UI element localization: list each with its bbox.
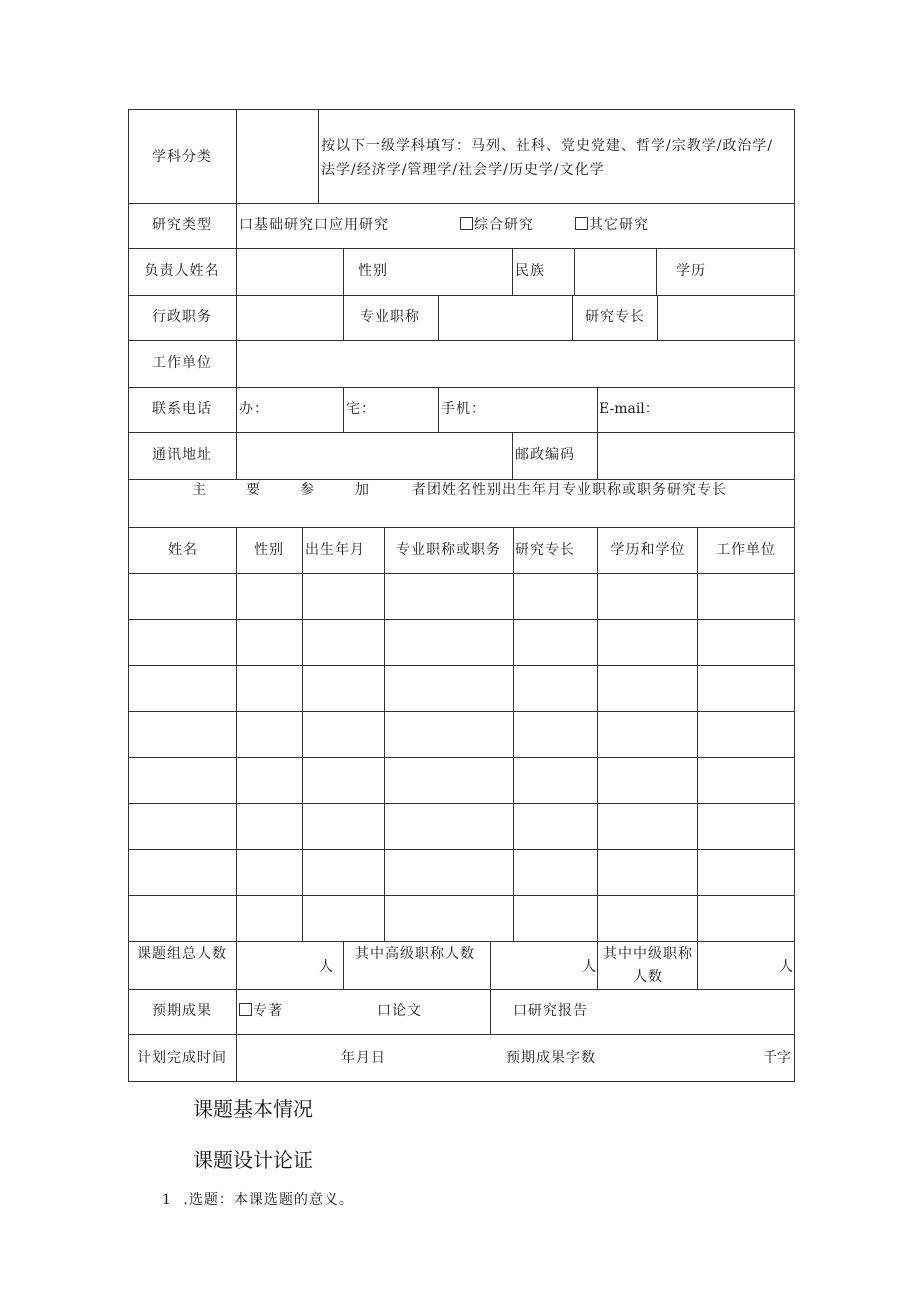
mid-title-count-label-line1: 其中中级职称	[603, 946, 693, 962]
member-header-title: 专业职称或职务	[396, 542, 501, 558]
col-divider	[384, 527, 385, 941]
subject-label: 学科分类	[152, 149, 212, 165]
option-research-report[interactable]: 口研究报告	[513, 1003, 588, 1019]
senior-title-count-label: 其中高级职称人数	[355, 946, 475, 962]
col-divider	[657, 295, 658, 340]
section-item-topic	[162, 1190, 354, 1210]
col-divider	[597, 527, 598, 941]
participants-caption-char: 参	[300, 482, 315, 498]
row-divider	[129, 711, 794, 712]
participants-caption-char: 要	[246, 482, 261, 498]
member-header-degree: 学历和学位	[610, 542, 686, 558]
row-divider	[129, 340, 794, 341]
planned-completion-label: 计划完成时间	[137, 1050, 227, 1066]
item-text: .选题：本课选题的意义。	[183, 1192, 354, 1208]
outcome-label: 预期成果	[152, 1003, 212, 1019]
specialty-label: 研究专长	[585, 309, 645, 325]
col-divider	[438, 387, 439, 432]
admin-position-label: 行政职务	[152, 309, 212, 325]
section-heading-design: 课题设计论证	[193, 1148, 313, 1172]
col-divider	[343, 387, 344, 432]
option-paper[interactable]: 口论文	[377, 1003, 422, 1019]
row-divider	[129, 803, 794, 804]
email-label: E-mail：	[599, 401, 659, 417]
postcode-label: 邮政编码	[515, 447, 575, 463]
section-heading-basic-info: 课题基本情况	[193, 1097, 313, 1121]
office-phone-label: 办：	[239, 401, 269, 417]
col-divider	[343, 941, 344, 989]
checkbox-icon	[575, 217, 588, 230]
col-divider	[597, 432, 598, 479]
mobile-phone-label: 手机：	[441, 401, 486, 417]
col-divider	[343, 295, 344, 340]
row-divider	[129, 989, 794, 990]
member-header-birth: 出生年月	[305, 542, 365, 558]
row-divider	[129, 895, 794, 896]
row-divider	[129, 248, 794, 249]
row-divider	[129, 757, 794, 758]
phone-label: 联系电话	[152, 401, 212, 417]
row-divider	[129, 295, 794, 296]
research-type-label: 研究类型	[152, 217, 212, 233]
row-divider	[129, 432, 794, 433]
total-members-unit: 人	[319, 959, 334, 975]
address-label: 通讯地址	[152, 447, 212, 463]
expected-word-count-label: 预期成果字数	[506, 1050, 596, 1066]
row-divider	[129, 619, 794, 620]
col-divider	[302, 527, 303, 941]
participants-caption-char: 加	[355, 482, 370, 498]
col-divider	[236, 110, 237, 479]
home-phone-label: 宅：	[346, 401, 376, 417]
row-divider	[129, 849, 794, 850]
col-divider	[512, 432, 513, 479]
col-divider	[656, 248, 657, 295]
option-other-label: 其它研究	[589, 217, 649, 233]
col-divider	[318, 110, 319, 203]
checkbox-icon	[460, 217, 473, 230]
row-divider	[129, 941, 794, 942]
subject-hint-line1: 按以下一级学科填写：马列、社科、党史党建、哲学/宗教学/政治学/	[321, 138, 774, 154]
col-divider	[513, 527, 514, 941]
participants-caption-char: 主	[192, 482, 207, 498]
row-divider	[129, 573, 794, 574]
member-header-gender: 性别	[254, 542, 284, 558]
col-divider	[438, 295, 439, 340]
col-divider	[597, 387, 598, 432]
col-divider	[597, 941, 598, 989]
education-label: 学历	[676, 263, 706, 279]
gender-label: 性别	[358, 263, 388, 279]
col-divider	[572, 295, 573, 340]
member-header-specialty: 研究专长	[515, 542, 575, 558]
application-form	[128, 109, 795, 1082]
row-divider	[129, 387, 794, 388]
row-divider	[129, 203, 794, 204]
row-divider	[129, 665, 794, 666]
option-monograph[interactable]	[239, 1001, 283, 1021]
ethnicity-label: 民族	[515, 263, 545, 279]
work-unit-label: 工作单位	[152, 355, 212, 371]
option-monograph-label: 专著	[253, 1003, 283, 1019]
planned-completion-date: 年月日	[341, 1050, 386, 1066]
item-number: 1	[162, 1192, 172, 1208]
member-header-name: 姓名	[168, 542, 198, 558]
member-header-unit: 工作单位	[716, 542, 776, 558]
col-divider	[512, 248, 513, 295]
checkbox-icon	[239, 1003, 252, 1016]
leader-name-label: 负责人姓名	[144, 263, 220, 279]
option-comprehensive-label: 综合研究	[474, 217, 534, 233]
row-divider	[129, 527, 794, 528]
col-divider	[697, 527, 698, 989]
option-basic-applied-research[interactable]: 口基础研究口应用研究	[239, 217, 389, 233]
col-divider	[343, 248, 344, 295]
subject-hint-line2: 法学/经济学/管理学/社会学/历史学/文化学	[321, 162, 605, 178]
col-divider	[490, 941, 491, 1034]
option-comprehensive-research[interactable]	[460, 215, 534, 235]
mid-title-unit: 人	[779, 959, 794, 975]
option-other-research[interactable]	[575, 215, 649, 235]
col-divider	[574, 248, 575, 295]
professional-title-label: 专业职称	[360, 309, 420, 325]
total-members-label: 课题组总人数	[137, 946, 227, 962]
participants-caption-rest: 者团姓名性别出生年月专业职称或职务研究专长	[412, 482, 727, 498]
word-count-unit: 千字	[763, 1050, 791, 1066]
row-divider	[129, 1034, 794, 1035]
mid-title-count-label-line2: 人数	[633, 969, 663, 985]
col-divider	[236, 527, 237, 1081]
senior-title-unit: 人	[582, 959, 597, 975]
